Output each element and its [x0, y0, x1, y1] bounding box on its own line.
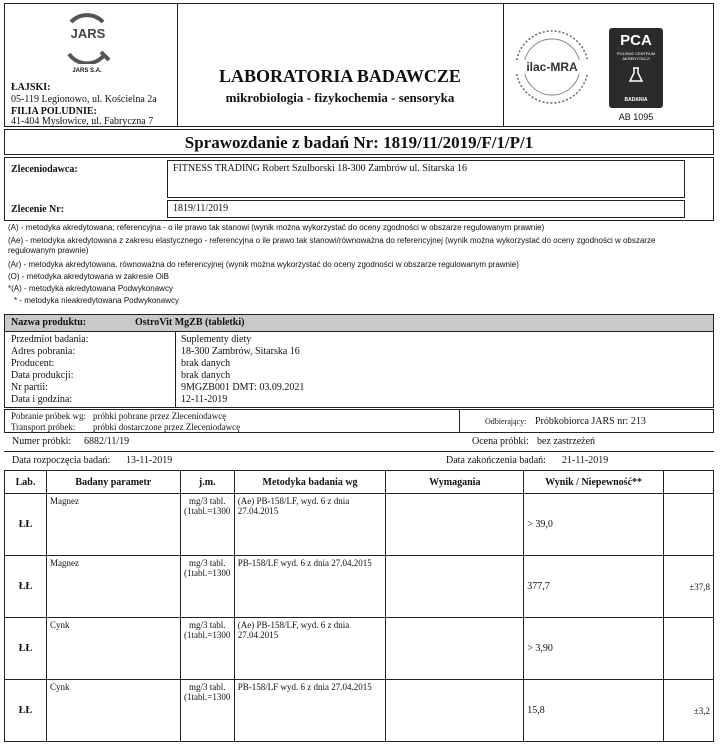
legend-ae-cont: regulowanym prawnie): [8, 246, 89, 255]
assessment-label: Ocena próbki:: [472, 436, 529, 447]
product-field-value: 9MGZB001 DMT: 03.09.2021: [181, 382, 305, 393]
legend-sub-a: *(A) - metodyka akredytowana Podwykonawcy: [8, 284, 173, 293]
legend-o: (O) - metodyka akredytowana w zakresie OiB: [8, 272, 169, 281]
cell-unit: [180, 556, 234, 618]
table-row: [5, 494, 714, 556]
table-row: [5, 618, 714, 680]
cell-param: Magnez: [46, 494, 180, 556]
cell-result: 15,8: [524, 680, 664, 742]
col-header-extra: [664, 471, 714, 494]
product-field-label: Przedmiot badania:: [11, 334, 89, 345]
sampling-block: [4, 409, 714, 433]
logo-subtext: JARS S.A.: [72, 68, 102, 74]
logo-text: JARS: [70, 26, 106, 41]
order-value-box: [167, 200, 685, 218]
end-date-value: 21-11-2019: [562, 455, 609, 466]
accreditation-number: AB 1095: [618, 112, 654, 122]
product-name-value: OstroVit MgZB (tabletki): [135, 317, 245, 328]
client-label: Zleceniodawca:: [11, 164, 78, 175]
flask-icon: [627, 66, 645, 84]
legend-sub-na: * - metodyka nieakredytowana Podwykonawcy: [14, 296, 179, 305]
product-field-value: 12-11-2019: [181, 394, 228, 405]
table-row: [5, 680, 714, 742]
cell-unit-line1: mg/3 tabl.: [188, 496, 226, 506]
product-field-label: Producent:: [11, 358, 55, 369]
product-field-label: Data produkcji:: [11, 370, 74, 381]
col-header-param: Badany parametr: [46, 471, 180, 494]
product-field-value: 18-300 Zambrów, Sitarska 16: [181, 346, 300, 357]
cell-requirements: [386, 494, 524, 556]
cell-method-line1: PB-158/LF wyd. 6 z dnia 27.04.2015: [237, 682, 372, 692]
cell-method-line2: 27.04.2015: [237, 506, 279, 516]
cell-lab: ŁŁ: [5, 680, 47, 742]
assessment-value: bez zastrzeżeń: [537, 436, 596, 447]
client-block: [4, 157, 714, 221]
product-name-label: Nazwa produktu:: [11, 317, 87, 328]
sampling-divider: [459, 409, 460, 433]
col-header-lab: Lab.: [5, 471, 47, 494]
cell-uncertainty: [664, 618, 714, 680]
cell-lab: ŁŁ: [5, 556, 47, 618]
branch1-address: 05-119 Legionowo, ul. Kościelna 2a: [11, 94, 157, 105]
start-date-label: Data rozpoczęcia badań:: [12, 455, 111, 466]
report-header: [4, 3, 714, 127]
cell-result: > 39,0: [524, 494, 664, 556]
product-name-row: [5, 315, 713, 332]
cell-method-line1: (Ae) PB-158/LF, wyd. 6 z dnia: [237, 620, 350, 630]
results-table: [4, 470, 714, 742]
lab-title-block: [177, 4, 504, 126]
cell-unit: [180, 680, 234, 742]
cell-unit-line2: (1tabl.=1300: [184, 568, 231, 578]
table-row: [5, 556, 714, 618]
ilac-mra-text: ilac-MRA: [526, 60, 578, 74]
legend-a: (A) - metodyka akredytowana; referencyjna - o ile prawo tak stanowi (wynik można wykorzystać do oceny zgodności w obszarze regulowanym prawnie): [8, 223, 545, 232]
cell-unit: [180, 618, 234, 680]
product-field-value: brak danych: [181, 358, 231, 369]
col-header-result: Wynik / Niepewność**: [524, 471, 664, 494]
cell-method: [234, 494, 386, 556]
receiver-label: Odbierający:: [485, 417, 527, 426]
product-field-label: Nr partii:: [11, 382, 48, 393]
pca-badge: BADANIA: [624, 97, 648, 103]
legend-ar: (Ar) - metodyka akredytowana, równoważna do referencyjnej (wynik można wykorzystać do oceny zgodności w obszarze regulowanym prawnie): [8, 260, 519, 269]
report-title: Sprawozdanie z badań Nr: 1819/11/2019/F/1/P/1: [4, 129, 714, 155]
cell-param: Magnez: [46, 556, 180, 618]
sampling-transport-value: próbki dostarczone przez Zleceniodawcę: [93, 422, 241, 432]
pca-text: PCA: [620, 32, 652, 49]
sample-no-value: 6882/11/19: [84, 436, 130, 447]
dates-row: [4, 452, 714, 470]
product-field-label: Adres pobrania:: [11, 346, 76, 357]
lab-subtitle: mikrobiologia - fizykochemia - sensoryka: [225, 90, 455, 105]
pca-sub1: POLSKIE CENTRUM: [616, 51, 656, 56]
cell-uncertainty: ±37,8: [664, 556, 714, 618]
cell-method-line1: PB-158/LF wyd. 6 z dnia 27.04.2015: [237, 558, 372, 568]
sampling-taken-label: Pobranie próbek wg:: [11, 411, 86, 421]
end-date-label: Data zakończenia badań:: [446, 455, 546, 466]
cell-unit-line2: (1tabl.=1300: [184, 506, 231, 516]
cell-lab: ŁŁ: [5, 618, 47, 680]
table-header-row: [5, 471, 714, 494]
company-info: [5, 4, 178, 126]
cell-param: Cynk: [46, 680, 180, 742]
cell-uncertainty: [664, 494, 714, 556]
accreditation-block: [503, 4, 713, 126]
order-value: 1819/11/2019: [173, 203, 229, 214]
pca-sub2: AKREDYTACJI: [622, 56, 650, 61]
cell-uncertainty: ±3,2: [664, 680, 714, 742]
col-header-requirements: Wymagania: [386, 471, 524, 494]
lab-title: LABORATORIA BADAWCZE: [219, 66, 461, 86]
cell-unit-line1: mg/3 tabl.: [188, 620, 226, 630]
product-block: [4, 314, 714, 408]
product-divider: [175, 331, 176, 407]
cell-requirements: [386, 618, 524, 680]
client-value: FITNESS TRADING Robert Szulborski 18-300 Zambrów ul. Sitarska 16: [173, 163, 467, 174]
cell-unit-line1: mg/3 tabl.: [188, 682, 226, 692]
branch2-address: 41-404 Mysłowice, ul. Fabryczna 7: [11, 116, 154, 127]
sample-row: [4, 433, 714, 452]
branch1-label: ŁAJSKI:: [11, 82, 51, 93]
cell-unit-line2: (1tabl.=1300: [184, 692, 231, 702]
receiver-value: Próbkobiorca JARS nr: 213: [535, 416, 646, 427]
cell-method: [234, 556, 386, 618]
cell-method: [234, 618, 386, 680]
cell-requirements: [386, 556, 524, 618]
cell-method-line2: 27.04.2015: [237, 630, 279, 640]
product-field-value: Suplementy diety: [181, 334, 252, 345]
legend-ae: (Ae) - metodyka akredytowana z zakresu elastycznego - referencyjna o ile prawo tak stanowi/równoważna do referencyjnej (wynik można wykorzystać do oceny zgodności w obszarze: [8, 236, 656, 245]
cell-unit-line2: (1tabl.=1300: [184, 630, 231, 640]
cell-result: 377,7: [524, 556, 664, 618]
cell-method-line1: (Ae) PB-158/LF, wyd. 6 z dnia: [237, 496, 350, 506]
cell-lab: ŁŁ: [5, 494, 47, 556]
sample-no-label: Numer próbki:: [12, 436, 72, 447]
start-date-value: 13-11-2019: [126, 455, 173, 466]
cell-method: [234, 680, 386, 742]
col-header-method: Metodyka badania wg: [234, 471, 386, 494]
col-header-unit: j.m.: [180, 471, 234, 494]
order-label: Zlecenie Nr:: [11, 204, 65, 215]
cell-result: > 3,90: [524, 618, 664, 680]
product-field-label: Data i godzina:: [11, 394, 73, 405]
cell-requirements: [386, 680, 524, 742]
cell-unit-line1: mg/3 tabl.: [188, 558, 226, 568]
cell-unit: [180, 494, 234, 556]
sampling-taken-value: próbki pobrane przez Zleceniodawcę: [93, 411, 227, 421]
branch2-label: FILIA POLUDNIE:: [11, 106, 97, 117]
sampling-transport-label: Transport próbek:: [11, 422, 76, 432]
product-field-value: brak danych: [181, 370, 231, 381]
cell-param: Cynk: [46, 618, 180, 680]
